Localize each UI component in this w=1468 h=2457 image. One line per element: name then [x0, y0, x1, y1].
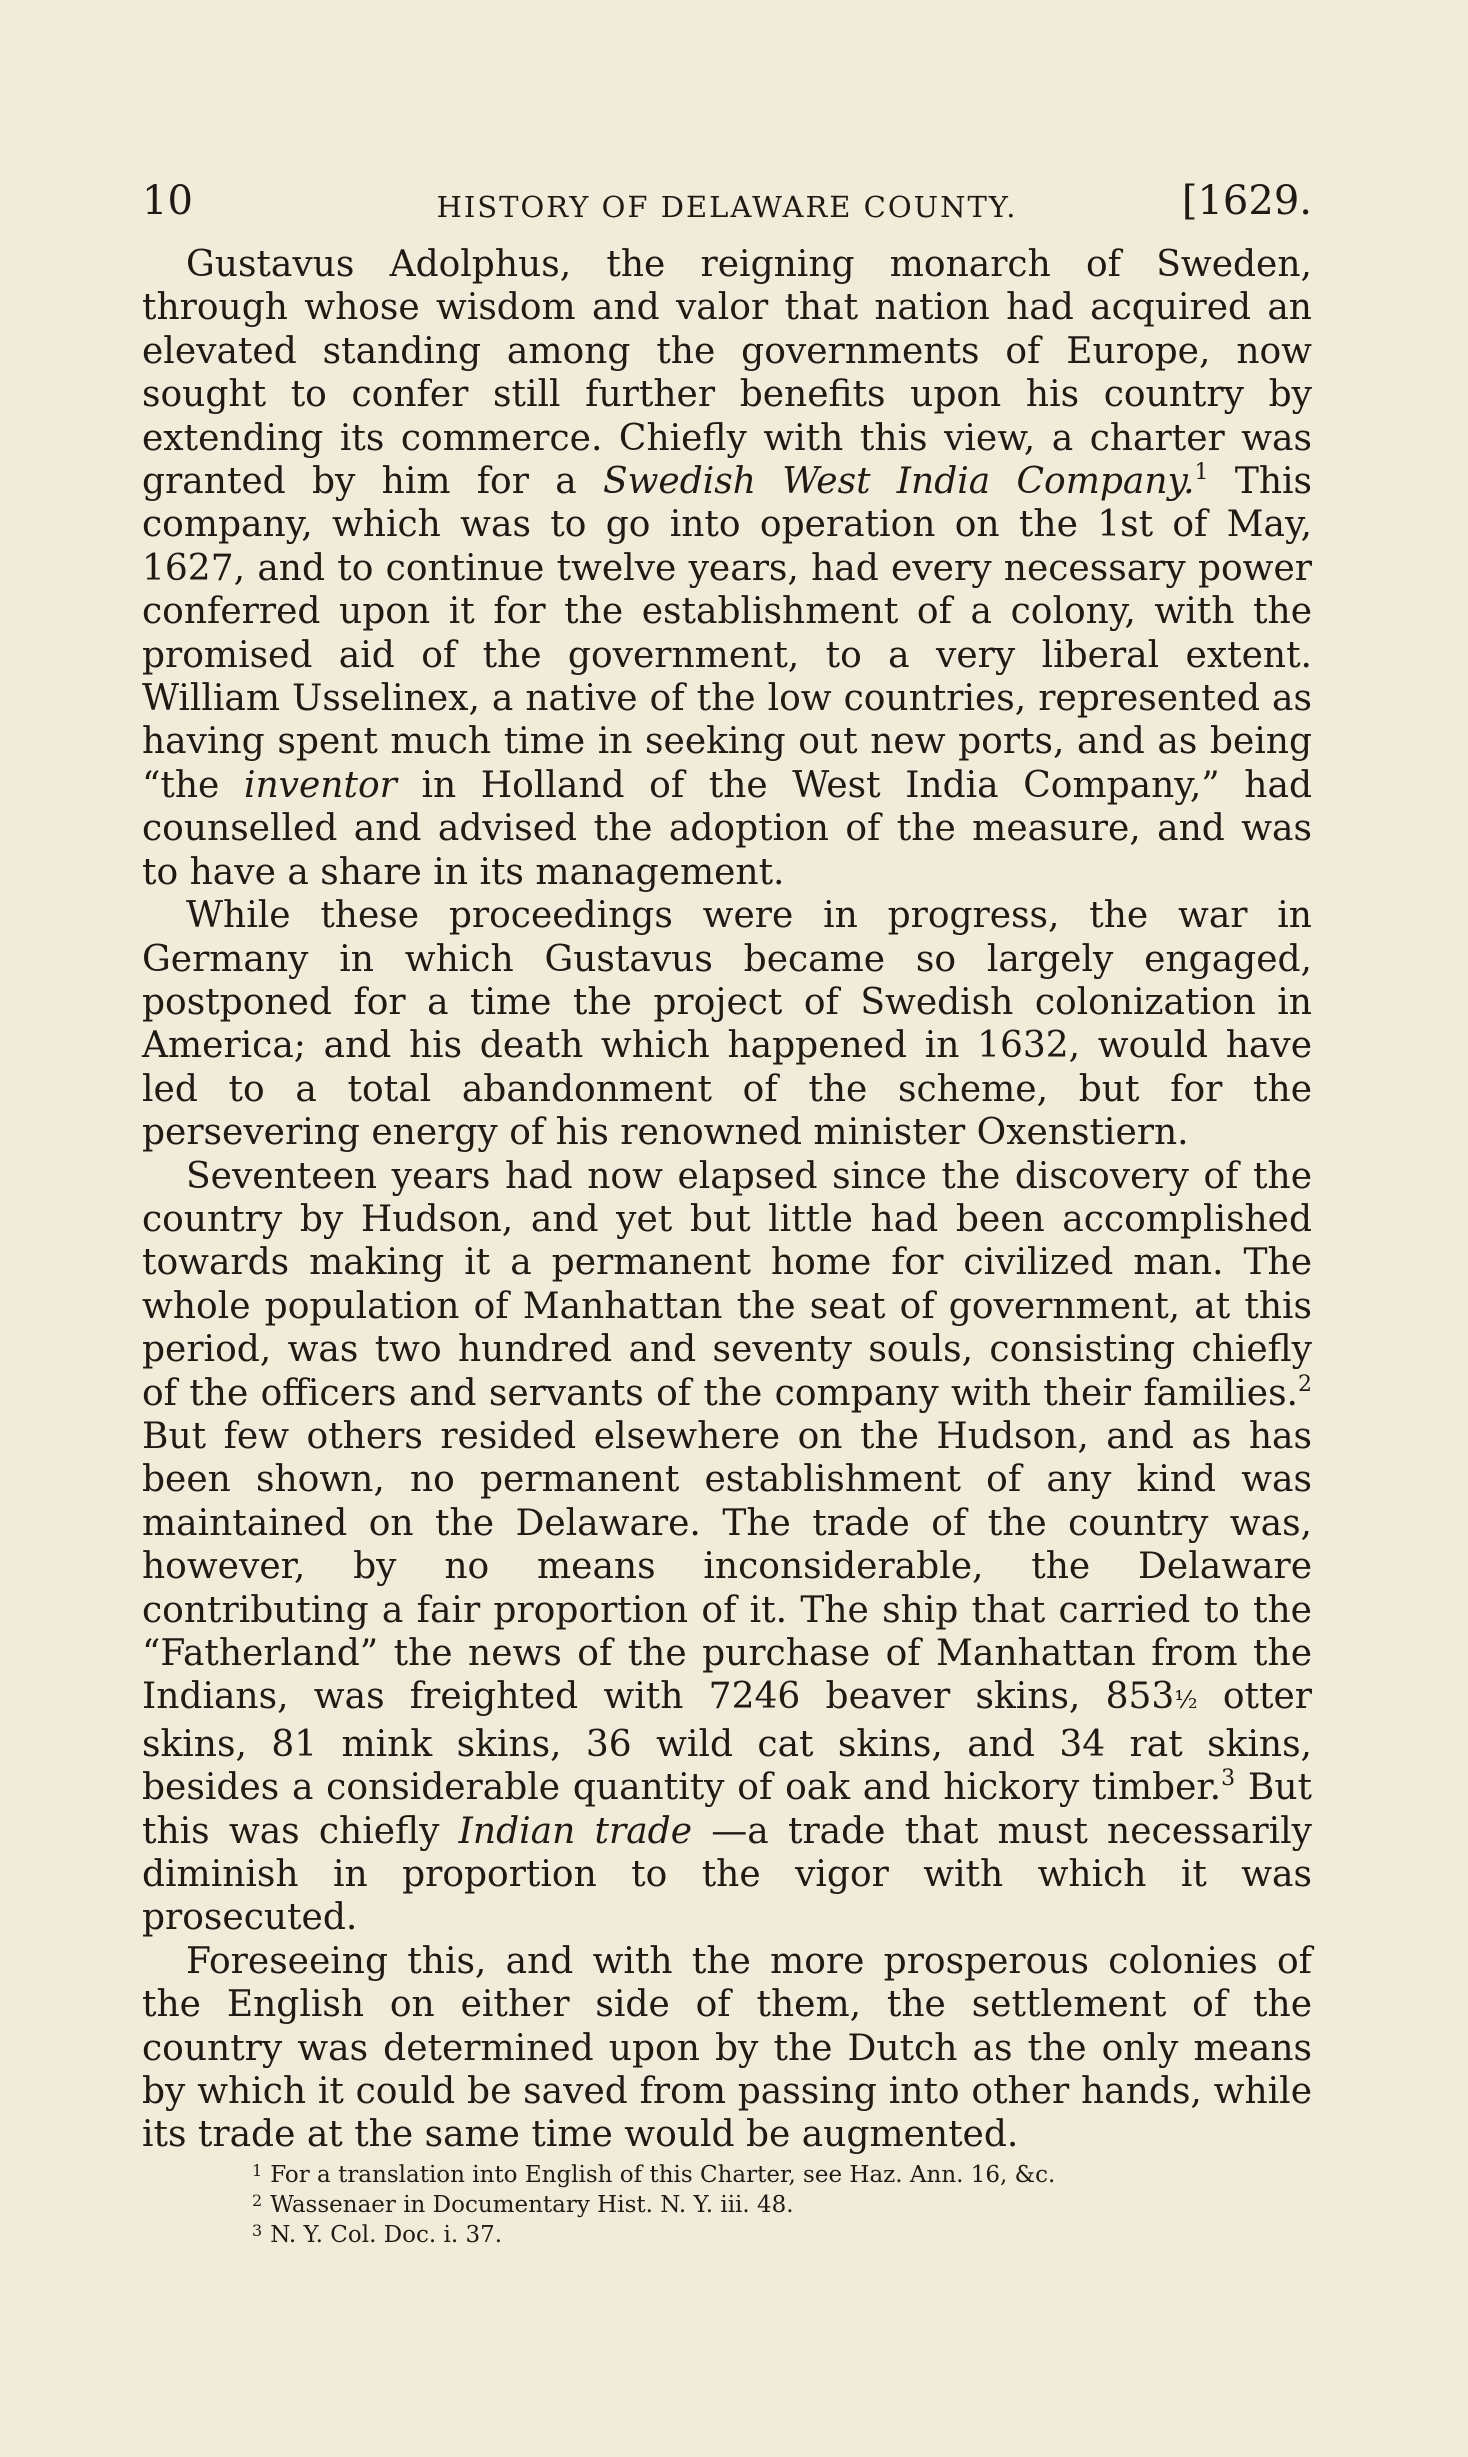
footnote-1 — [252, 2160, 1252, 2190]
footnote-text: N. Y. Col. Doc. i. 37. — [270, 2222, 503, 2248]
text-run: But this was chiefly — [142, 1767, 1312, 1852]
footnote-ref-2: 2 — [1298, 1371, 1312, 1397]
footnote-text: Wassenaer in Documentary Hist. N. Y. iii. 48. — [270, 2192, 794, 2218]
text-run: in Holland of the West India Company,” had counselled and advised the adoption of the measure, and was to have a share in its management. — [142, 764, 1312, 893]
italic-company-name: Swedish West India Company. — [602, 461, 1195, 503]
body-text — [142, 243, 1312, 2157]
text-run: —a trade that must necessarily diminish in proportion to the vigor with which it was prosecuted. — [142, 1810, 1312, 1939]
footnote-mark: 2 — [252, 2191, 263, 2210]
text-run: This company, which was to go into operation on the 1st of May, 1627, and to continue twelve years, had every necessary power conferred upon it for the establishment of a colony, with the promised aid of the government, to a very liberal extent. William Usselinex, a native of the low countries, represented as having spent much time in seeking out new ports, and as being “the — [142, 461, 1312, 806]
running-title: HISTORY OF DELAWARE COUNTY. — [436, 190, 1018, 224]
footnote-mark: 3 — [252, 2221, 263, 2240]
italic-inventor: inventor — [243, 764, 397, 806]
text-run: Gustavus Adolphus, the reigning monarch of Sweden, through whose wisdom and valor that nation had acquired an elevated standing among the governments of Europe, now sought to confer still further benefits upon his country by extending its commerce. Chiefly with this view, a charter was granted by him for a — [142, 244, 1312, 503]
paragraph-2: While these proceedings were in progress, the war in Germany in which Gustavus became so largely engaged, postponed for a time the project of Swedish colonization in America; and his death which happened in 1632, would have led to a total abandonment of the scheme, but for the persevering energy of his renowned minister Oxenstiern. — [142, 895, 1312, 1154]
page-number: 10 — [142, 178, 193, 224]
page-header — [142, 164, 1312, 224]
footnote-2 — [252, 2190, 1252, 2220]
paragraph-4: Foreseeing this, and with the more prosperous colonies of the English on either side of them, the settlement of the country was determined upon by the Dutch as the only means by which it could be saved from passing into other hands, while its trade at the same time would be augmented. — [142, 1940, 1312, 2156]
text-run: But few others resided elsewhere on the Hudson, and as has been shown, no permanent establishment of any kind was maintained on the Delaware. The trade of the country was, however, by no means inconsiderable, the Delaware contributing a fair proportion of it. The ship that carried to the “Fatherland” the news of the purchase of Manhattan from the Indians, was freighted with 7246 beaver skins, 853 — [142, 1415, 1312, 1718]
text-run: Seventeen years had now elapsed since the discovery of the country by Hudson, and yet but little had been accomplished towards making it a permanent home for civilized man. The whole population of Manhattan the seat of government, at this period, was two hundred and seventy souls, consisting chiefly of the officers and servants of the company with their families. — [142, 1155, 1312, 1414]
header-year: [1629. — [1181, 178, 1312, 224]
footnote-mark: 1 — [252, 2161, 263, 2180]
paragraph-1 — [142, 243, 1312, 894]
footnotes — [252, 2160, 1252, 2250]
italic-indian-trade: Indian trade — [458, 1810, 693, 1852]
footnote-3 — [252, 2220, 1252, 2250]
fraction-half: ½ — [1174, 1686, 1198, 1715]
paragraph-3 — [142, 1155, 1312, 1940]
footnote-ref-3: 3 — [1221, 1766, 1236, 1792]
footnote-text: For a translation into English of this Charter, see Haz. Ann. 16, &c. — [270, 2162, 1056, 2188]
text-run: otter skins, 81 mink skins, 36 wild cat skins, and 34 rat skins, besides a considerable quantity of oak and hickory timber. — [142, 1676, 1312, 1809]
footnote-ref-1: 1 — [1194, 460, 1209, 486]
